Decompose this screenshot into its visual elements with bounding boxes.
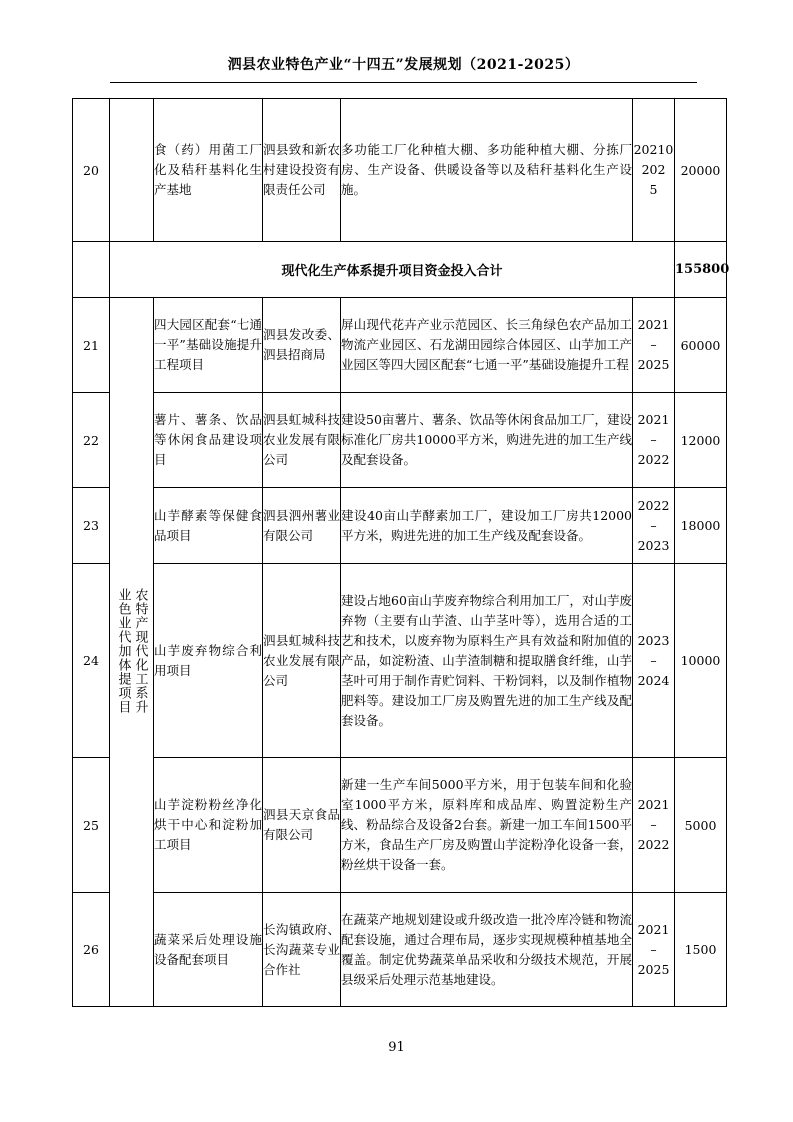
- project-description: 建设占地60亩山芋废弃物综合利用加工厂，对山芋废弃物（主要有山芋渣、山芋茎叶等），选用合适的工艺和技术，以废弃物为原料生产具有效益和附加值的产品，如淀粉渣、山芋渣制糖和提取膳食纤维，山芋茎叶可用于制作青贮饲料、干粉饲料，以及制作植物肥料等。建设加工厂房及购置先进的加工生产线及配套设备。: [341, 564, 633, 758]
- page-header-title: 泗县农业特色产业“十四五”发展规划（2021-2025）: [227, 57, 580, 73]
- table-row: [73, 393, 727, 488]
- project-name: 山芋废弃物综合利用项目: [154, 564, 263, 758]
- project-period: 2022 – 2023: [633, 488, 675, 564]
- category-cell: [110, 298, 154, 1007]
- subtotal-amount: 155800: [675, 242, 727, 298]
- project-period: [633, 99, 675, 242]
- project-period: 2021 – 2025: [633, 893, 675, 1007]
- row-number: 20: [73, 99, 110, 242]
- project-period: 2021 – 2022: [633, 758, 675, 893]
- project-period: 2021 – 2025: [633, 298, 675, 393]
- table-row: [73, 564, 727, 758]
- project-description: 多功能工厂化种植大棚、多功能种植大棚、分拣厂房、生产设备、供暖设备等以及秸秆基料化生产设施。: [341, 99, 633, 242]
- project-period: 2023 – 2024: [633, 564, 675, 758]
- project-amount: 20000: [675, 99, 727, 242]
- project-period: 2021 – 2022: [633, 393, 675, 488]
- period-text: 20210202 5: [633, 142, 674, 197]
- row-number: 21: [73, 298, 110, 393]
- row-number: 24: [73, 564, 110, 758]
- subtotal-label: 现代化生产体系提升项目资金投入合计: [110, 242, 675, 298]
- project-name: 食（药）用菌工厂化及秸秆基料化生产基地: [154, 99, 263, 242]
- project-name: 山芋酵素等保健食品项目: [154, 488, 263, 564]
- project-owner: 泗县虹城科技农业发展有限公司: [263, 393, 341, 488]
- table-row: [73, 298, 727, 393]
- table-row: [73, 488, 727, 564]
- table-row: [73, 893, 727, 1007]
- category-label-col1: 农特产现代化工系升: [132, 587, 148, 714]
- category-label: [116, 588, 148, 714]
- row-number: 22: [73, 393, 110, 488]
- project-amount: 18000: [675, 488, 727, 564]
- project-description: 屏山现代花卉产业示范园区、长三角绿色农产品加工物流产业园区、石龙湖田园综合体园区、山芋加工产业园区等四大园区配套“七通一平”基础设施提升工程: [341, 298, 633, 393]
- row-number: 26: [73, 893, 110, 1007]
- subtotal-row: [73, 242, 727, 298]
- project-amount: 60000: [675, 298, 727, 393]
- project-owner: 泗县虹城科技农业发展有限公司: [263, 564, 341, 758]
- row-number: 25: [73, 758, 110, 893]
- project-name: 四大园区配套“七通一平”基础设施提升工程项目: [154, 298, 263, 393]
- project-name: 薯片、薯条、饮品等休闲食品建设项目: [154, 393, 263, 488]
- project-amount: 12000: [675, 393, 727, 488]
- project-description: 新建一生产车间5000平方米，用于包装车间和化验室1000平方米，原料库和成品库、购置淀粉生产线、粉品综合及设备2台套。新建一加工车间1500平方米，食品生产厂房及购置山芋淀粉净化设备一套，粉丝烘干设备一套。: [341, 758, 633, 893]
- project-description: 建设50亩薯片、薯条、饮品等休闲食品加工厂，建设标准化厂房共10000平方米，购进先进的加工生产线及配套设备。: [341, 393, 633, 488]
- project-name: 蔬菜采后处理设施设备配套项目: [154, 893, 263, 1007]
- header-rule: [110, 82, 697, 83]
- row-number: 23: [73, 488, 110, 564]
- project-owner: 泗县发改委、泗县招商局: [263, 298, 341, 393]
- project-amount: 1500: [675, 893, 727, 1007]
- project-amount: 10000: [675, 564, 727, 758]
- table-row: [73, 99, 727, 242]
- subtotal-blank-cell: [73, 242, 110, 298]
- category-cell-empty: [110, 99, 154, 242]
- project-amount: 5000: [675, 758, 727, 893]
- page-number: 91: [388, 1040, 405, 1055]
- project-description: 在蔬菜产地规划建设或升级改造一批冷库冷链和物流配套设施，通过合理布局，逐步实现规模种植基地全覆盖。制定优势蔬菜单品采收和分级技术规范，开展县级采后处理示范基地建设。: [341, 893, 633, 1007]
- project-table: [72, 98, 730, 1007]
- project-name: 山芋淀粉粉丝净化烘干中心和淀粉加工项目: [154, 758, 263, 893]
- project-owner: 泗县天京食品有限公司: [263, 758, 341, 893]
- project-owner: 长沟镇政府、长沟蔬菜专业合作社: [263, 893, 341, 1007]
- project-description: 建设40亩山芋酵素加工厂，建设加工厂房共12000平方米，购进先进的加工生产线及配套设备。: [341, 488, 633, 564]
- category-label-col2: 业色业代加体提项目: [115, 587, 131, 714]
- project-owner: 泗县致和新农村建设投资有限责任公司: [263, 99, 341, 242]
- table-row: [73, 758, 727, 893]
- project-owner: 泗县泗州薯业有限公司: [263, 488, 341, 564]
